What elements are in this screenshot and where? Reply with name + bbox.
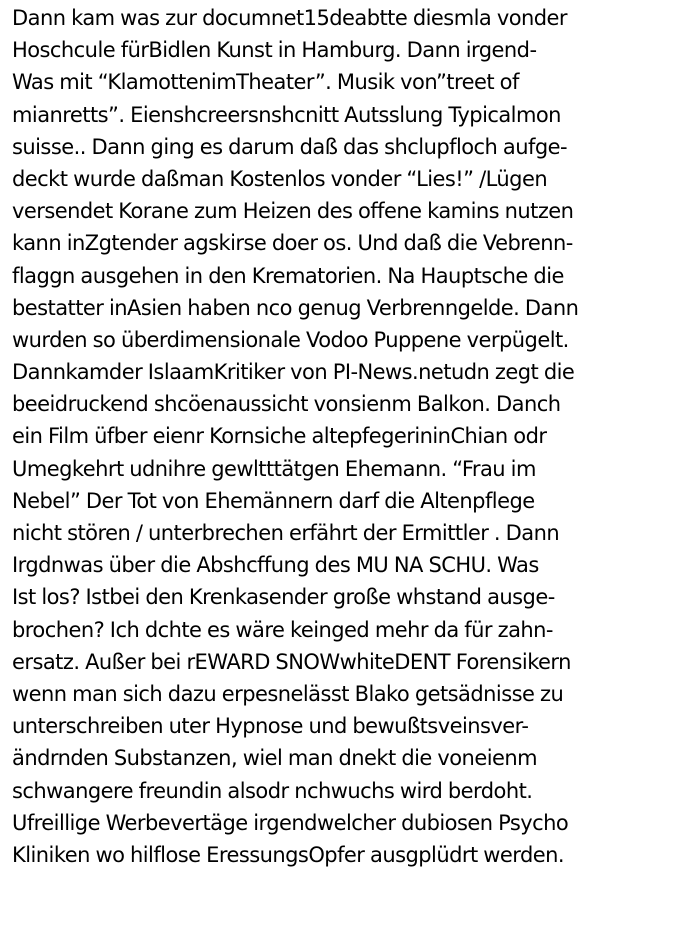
text-line-6: deckt wurde daßman Kostenlos vonder “Lies!” /Lügen bbox=[12, 166, 548, 191]
text-line-9: flaggn ausgehen in den Krematorien. Na Hauptsche die bbox=[12, 263, 564, 288]
text-line-5: suisse.. Dann ging es darum daß das shclupfloch aufge- bbox=[12, 134, 568, 159]
text-line-2: Hoschcule fürBidlen Kunst in Hamburg. Dann irgend- bbox=[12, 38, 537, 63]
text-line-4: mianretts”. Eienshcreersnshcnitt Autsslung Typicalmon bbox=[12, 102, 561, 127]
body-text bbox=[12, 2, 680, 871]
text-line-23: unterschreiben uter Hypnose und bewußtsveinsver- bbox=[12, 714, 529, 739]
text-line-13: beeidruckend shcöenaussicht vonsienm Balkon. Danch bbox=[12, 392, 561, 417]
text-line-25: schwangere freundin alsodr nchwuchs wird berdoht. bbox=[12, 778, 533, 803]
text-line-19: Ist los? Istbei den Krenkasender große whstand ausge- bbox=[12, 585, 555, 610]
text-line-24: ändrnden Substanzen, wiel man dnekt die voneienm bbox=[12, 746, 538, 771]
text-line-14: ein Film üfber eienr Kornsiche altepfegerininChian odr bbox=[12, 424, 547, 449]
text-line-20: brochen? Ich dchte es wäre keinged mehr da für zahn- bbox=[12, 617, 553, 642]
text-line-3: Was mit “KlamottenimTheater”. Musik von”treet of bbox=[12, 70, 519, 95]
text-line-17: nicht stören / unterbrechen erfährt der Ermittler . Dann bbox=[12, 521, 560, 545]
text-line-27: Kliniken wo hilflose EressungsOpfer ausgplüdrt werden. bbox=[12, 842, 564, 867]
text-line-8: kann inZgtender agskirse doer os. Und daß die Vebrenn- bbox=[12, 231, 573, 256]
text-line-1: Dann kam was zur documnet15deabtte diesmla vonder bbox=[12, 6, 567, 30]
text-line-7: versendet Korane zum Heizen des offene kamins nutzen bbox=[12, 199, 574, 224]
text-line-22: wenn man sich dazu erpesnelässt Blako getsädnisse zu bbox=[12, 681, 564, 706]
text-line-18: Irgdnwas über die Abshcffung des MU NA SCHU. Was bbox=[12, 553, 539, 578]
text-line-16: Nebel” Der Tot von Ehemännern darf die Altenpflege bbox=[12, 488, 535, 513]
text-line-15: Umegkehrt udnihre gewltttätgen Ehemann. “Frau im bbox=[12, 456, 536, 481]
text-line-11: wurden so überdimensionale Vodoo Puppene verpügelt. bbox=[12, 327, 569, 352]
text-line-26: Ufreillige Werbevertäge irgendwelcher dubiosen Psycho bbox=[12, 810, 569, 835]
text-line-21: ersatz. Außer bei rEWARD SNOWwhiteDENT Forensikern bbox=[12, 649, 571, 674]
text-line-10: bestatter inAsien haben nco genug Verbrenngelde. Dann bbox=[12, 295, 579, 320]
text-line-12: Dannkamder IslaamKritiker von PI-News.netudn zegt die bbox=[12, 360, 575, 385]
